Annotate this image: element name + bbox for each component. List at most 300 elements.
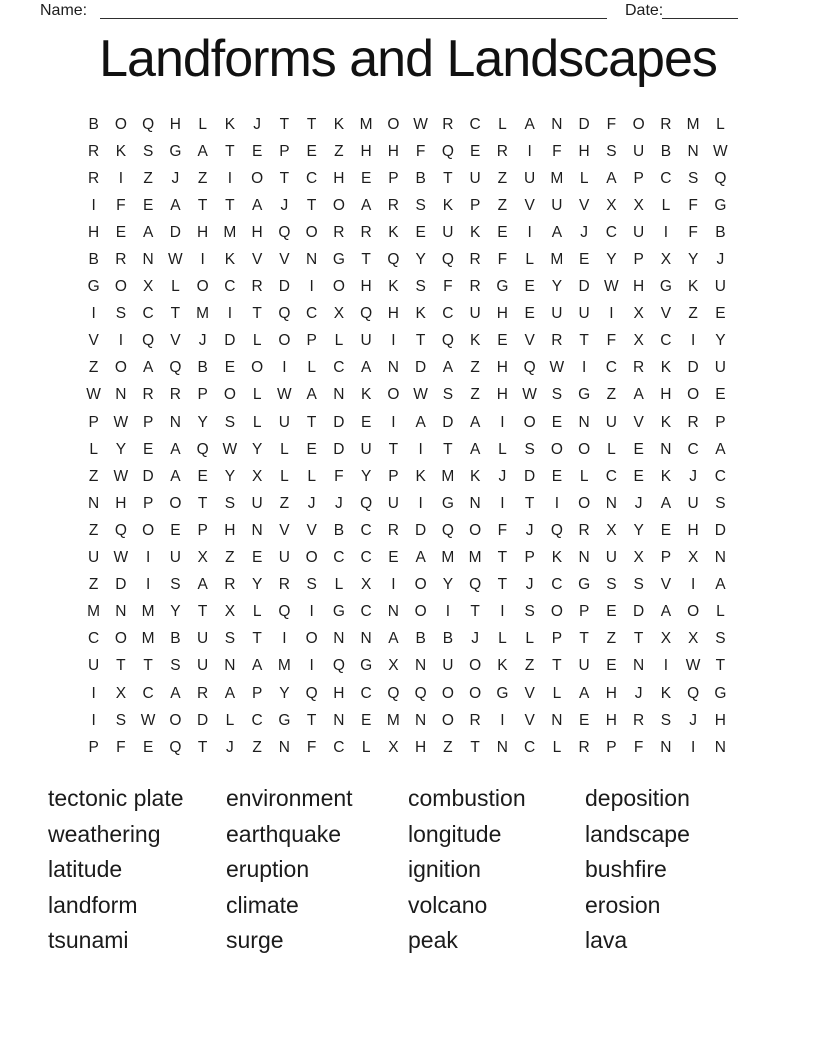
grid-letter: Y bbox=[279, 684, 290, 702]
grid-letter: V bbox=[170, 332, 181, 350]
word-list bbox=[48, 781, 690, 959]
grid-letter: G bbox=[496, 684, 509, 702]
grid-letter: V bbox=[279, 251, 290, 269]
grid-letter: S bbox=[115, 711, 127, 729]
grid-letter: Q bbox=[469, 576, 482, 594]
grid-letter: S bbox=[142, 142, 154, 160]
grid-letter: R bbox=[278, 576, 290, 594]
grid-letter: H bbox=[496, 359, 508, 377]
grid-letter: N bbox=[88, 494, 100, 512]
grid-letter: O bbox=[632, 115, 645, 133]
grid-letter: D bbox=[578, 115, 590, 133]
grid-letter: L bbox=[525, 630, 534, 648]
grid-letter: C bbox=[333, 359, 345, 377]
grid-letter: H bbox=[360, 142, 372, 160]
grid-letter: K bbox=[360, 386, 372, 404]
grid-letter: T bbox=[497, 576, 508, 594]
grid-letter: R bbox=[469, 278, 481, 296]
grid-letter: O bbox=[251, 169, 264, 187]
grid-letter: P bbox=[551, 630, 563, 648]
grid-letter: A bbox=[524, 115, 535, 133]
grid-letter: T bbox=[443, 440, 453, 458]
grid-letter: M bbox=[141, 630, 155, 648]
grid-letter: I bbox=[690, 332, 696, 350]
grid-letter: X bbox=[224, 603, 236, 621]
grid-letter: N bbox=[551, 115, 563, 133]
grid-letter: Y bbox=[251, 576, 263, 594]
grid-letter: H bbox=[387, 142, 399, 160]
grid-letter: S bbox=[687, 169, 699, 187]
grid-letter: T bbox=[143, 657, 153, 675]
grid-letter: N bbox=[660, 440, 672, 458]
grid-letter: A bbox=[660, 603, 672, 621]
grid-letter: U bbox=[551, 305, 563, 323]
grid-letter: K bbox=[687, 278, 699, 296]
grid-letter: W bbox=[713, 142, 728, 160]
grid-letter: F bbox=[552, 142, 562, 160]
grid-letter: L bbox=[89, 440, 98, 458]
grid-letter: A bbox=[251, 196, 263, 214]
grid-letter: S bbox=[224, 494, 236, 512]
grid-letter: V bbox=[524, 684, 535, 702]
grid-letter: I bbox=[200, 251, 205, 269]
grid-letter: T bbox=[197, 738, 208, 756]
grid-letter: E bbox=[606, 657, 617, 675]
grid-letter: M bbox=[141, 603, 155, 621]
grid-letter: T bbox=[470, 603, 480, 621]
grid-letter: A bbox=[551, 223, 563, 241]
grid-letter: J bbox=[525, 521, 534, 539]
name-blank-line bbox=[100, 18, 607, 19]
grid-letter: H bbox=[360, 278, 372, 296]
grid-letter: D bbox=[333, 413, 345, 431]
grid-letter: X bbox=[660, 251, 672, 269]
grid-letter: J bbox=[280, 196, 289, 214]
word-list-item: landform bbox=[48, 891, 138, 918]
grid-letter: P bbox=[633, 251, 644, 269]
word-list-item: erosion bbox=[585, 891, 661, 918]
grid-letter: E bbox=[524, 278, 535, 296]
grid-letter: S bbox=[306, 576, 317, 594]
word-list-item: longitude bbox=[408, 820, 502, 847]
grid-letter: S bbox=[633, 576, 644, 594]
grid-letter: R bbox=[169, 386, 181, 404]
grid-letter: D bbox=[415, 359, 427, 377]
grid-letter: Q bbox=[169, 359, 182, 377]
grid-letter: L bbox=[280, 440, 289, 458]
grid-letter: V bbox=[524, 196, 535, 214]
grid-letter: U bbox=[88, 657, 100, 675]
grid-letter: O bbox=[414, 576, 427, 594]
grid-letter: F bbox=[334, 467, 344, 485]
grid-letter: I bbox=[500, 603, 505, 621]
grid-letter: K bbox=[551, 549, 563, 567]
grid-letter: Q bbox=[360, 494, 373, 512]
grid-letter: H bbox=[496, 305, 508, 323]
grid-letter: A bbox=[170, 196, 181, 214]
grid-letter: S bbox=[415, 278, 426, 296]
grid-letter: J bbox=[198, 332, 207, 350]
grid-letter: D bbox=[169, 223, 181, 241]
grid-letter: G bbox=[332, 603, 345, 621]
grid-letter: T bbox=[116, 657, 126, 675]
grid-letter: S bbox=[524, 440, 535, 458]
date-blank-line bbox=[662, 18, 738, 19]
grid-letter: N bbox=[333, 711, 345, 729]
grid-letter: M bbox=[550, 169, 564, 187]
grid-letter: M bbox=[87, 603, 101, 621]
grid-letter: I bbox=[309, 603, 314, 621]
grid-letter: T bbox=[443, 169, 453, 187]
word-list-item: ignition bbox=[408, 856, 481, 883]
grid-letter: N bbox=[660, 738, 672, 756]
grid-letter: I bbox=[581, 359, 587, 377]
grid-letter: I bbox=[145, 549, 151, 567]
grid-letter: G bbox=[332, 251, 345, 269]
grid-letter: I bbox=[227, 305, 233, 323]
grid-letter: T bbox=[306, 115, 317, 133]
grid-letter: T bbox=[415, 332, 426, 350]
grid-letter: J bbox=[580, 223, 588, 241]
grid-letter: C bbox=[333, 738, 345, 756]
grid-letter: Z bbox=[143, 169, 153, 187]
grid-letter: N bbox=[687, 142, 699, 160]
grid-letter: Q bbox=[387, 251, 400, 269]
grid-letter: L bbox=[498, 115, 507, 133]
grid-letter: F bbox=[415, 142, 426, 160]
grid-letter: A bbox=[170, 440, 181, 458]
grid-letter: U bbox=[605, 413, 617, 431]
grid-letter: J bbox=[689, 711, 697, 729]
grid-letter: A bbox=[633, 386, 644, 404]
grid-letter: X bbox=[606, 196, 617, 214]
grid-letter: G bbox=[659, 278, 672, 296]
grid-letter: H bbox=[660, 386, 672, 404]
grid-letter: E bbox=[578, 251, 590, 269]
date-label: Date: bbox=[625, 2, 664, 19]
grid-letter: E bbox=[224, 359, 236, 377]
grid-letter: I bbox=[690, 576, 696, 594]
grid-letter: U bbox=[360, 332, 372, 350]
grid-letter: V bbox=[88, 332, 99, 350]
grid-letter: T bbox=[306, 196, 317, 214]
grid-letter: F bbox=[688, 223, 698, 241]
grid-letter: K bbox=[497, 657, 508, 675]
grid-letter: Q bbox=[278, 223, 291, 241]
grid-letter: Z bbox=[606, 386, 617, 404]
word-list-item: lava bbox=[585, 927, 628, 954]
grid-letter: N bbox=[551, 711, 563, 729]
grid-letter: Y bbox=[715, 332, 726, 350]
grid-letter: P bbox=[197, 386, 208, 404]
grid-letter: E bbox=[388, 549, 399, 567]
grid-letter: N bbox=[714, 549, 726, 567]
grid-letter: K bbox=[224, 251, 236, 269]
grid-letter: V bbox=[279, 521, 290, 539]
grid-letter: P bbox=[388, 169, 399, 187]
grid-letter: L bbox=[661, 196, 671, 214]
grid-letter: R bbox=[578, 738, 590, 756]
grid-letter: T bbox=[524, 494, 535, 512]
grid-letter: W bbox=[604, 278, 619, 296]
grid-letter: I bbox=[227, 169, 233, 187]
grid-letter: M bbox=[196, 305, 210, 323]
grid-letter: K bbox=[469, 223, 481, 241]
grid-letter: I bbox=[500, 413, 505, 431]
grid-letter: J bbox=[171, 169, 180, 187]
grid-letter: Y bbox=[197, 413, 208, 431]
grid-letter: P bbox=[388, 467, 399, 485]
grid-letter: R bbox=[551, 332, 563, 350]
grid-letter: Y bbox=[687, 251, 699, 269]
grid-letter: D bbox=[714, 521, 726, 539]
grid-letter: F bbox=[497, 521, 508, 539]
grid-letter: L bbox=[579, 169, 589, 187]
grid-letter: A bbox=[469, 413, 481, 431]
grid-letter: V bbox=[306, 521, 317, 539]
grid-letter: E bbox=[251, 549, 263, 567]
grid-letter: B bbox=[88, 115, 99, 133]
grid-letter: O bbox=[169, 494, 182, 512]
grid-letter: E bbox=[170, 521, 181, 539]
grid-letter: W bbox=[222, 440, 238, 458]
grid-letter: R bbox=[496, 142, 508, 160]
grid-letter: Q bbox=[441, 251, 454, 269]
grid-letter: X bbox=[360, 576, 372, 594]
grid-letter: R bbox=[224, 576, 236, 594]
grid-letter: K bbox=[660, 359, 672, 377]
grid-letter: K bbox=[388, 223, 399, 241]
grid-letter: Q bbox=[687, 684, 700, 702]
grid-letter: C bbox=[251, 711, 263, 729]
grid-letter: O bbox=[550, 440, 563, 458]
grid-letter: O bbox=[305, 549, 318, 567]
grid-letter: T bbox=[225, 142, 235, 160]
grid-letter: A bbox=[442, 359, 454, 377]
grid-letter: C bbox=[142, 305, 154, 323]
grid-letter: E bbox=[497, 332, 508, 350]
grid-letter: O bbox=[305, 630, 318, 648]
grid-letter: Z bbox=[88, 576, 99, 594]
grid-letter: D bbox=[224, 332, 236, 350]
grid-letter: Y bbox=[224, 467, 236, 485]
grid-letter: Z bbox=[443, 738, 453, 756]
grid-letter: E bbox=[551, 467, 563, 485]
grid-letter: C bbox=[333, 549, 345, 567]
grid-letter: R bbox=[660, 115, 672, 133]
grid-letter: N bbox=[251, 521, 263, 539]
grid-letter: M bbox=[550, 251, 564, 269]
grid-letter: J bbox=[689, 467, 697, 485]
grid-letter: K bbox=[224, 115, 236, 133]
grid-letter: R bbox=[88, 142, 100, 160]
grid-letter: D bbox=[415, 521, 427, 539]
grid-letter: R bbox=[88, 169, 100, 187]
grid-letter: Z bbox=[88, 359, 99, 377]
grid-letter: H bbox=[714, 711, 726, 729]
grid-letter: N bbox=[415, 711, 427, 729]
grid-letter: Q bbox=[714, 169, 727, 187]
grid-letter: U bbox=[714, 359, 726, 377]
grid-letter: I bbox=[91, 196, 96, 214]
word-list-item: deposition bbox=[585, 785, 690, 811]
grid-letter: U bbox=[251, 494, 263, 512]
page-title: Landforms and Landscapes bbox=[99, 30, 717, 88]
grid-letter: W bbox=[522, 386, 537, 404]
grid-letter: I bbox=[609, 305, 614, 323]
grid-letter: I bbox=[663, 223, 669, 241]
grid-letter: O bbox=[196, 278, 209, 296]
grid-letter: D bbox=[142, 467, 154, 485]
grid-letter: D bbox=[115, 576, 127, 594]
grid-letter: N bbox=[333, 630, 345, 648]
grid-letter: B bbox=[197, 359, 208, 377]
grid-letter: Z bbox=[688, 305, 698, 323]
grid-letter: C bbox=[605, 359, 617, 377]
grid-letter: E bbox=[415, 223, 426, 241]
grid-letter: E bbox=[524, 305, 535, 323]
grid-letter: J bbox=[253, 115, 261, 133]
grid-letter: F bbox=[606, 332, 617, 350]
grid-letter: H bbox=[387, 305, 399, 323]
grid-letter: U bbox=[442, 657, 454, 675]
grid-letter: D bbox=[442, 413, 454, 431]
grid-letter: N bbox=[142, 251, 154, 269]
grid-letter: E bbox=[606, 603, 617, 621]
grid-letter: B bbox=[415, 169, 426, 187]
grid-letter: H bbox=[605, 711, 617, 729]
grid-letter: Z bbox=[606, 630, 617, 648]
grid-letter: Q bbox=[441, 521, 454, 539]
grid-letter: U bbox=[442, 223, 454, 241]
grid-letter: H bbox=[333, 684, 345, 702]
grid-letter: L bbox=[307, 467, 316, 485]
grid-letter: A bbox=[251, 657, 263, 675]
grid-letter: P bbox=[660, 549, 672, 567]
grid-letter: I bbox=[282, 359, 287, 377]
grid-letter: N bbox=[605, 494, 617, 512]
grid-letter: S bbox=[170, 657, 181, 675]
grid-letter: M bbox=[441, 467, 455, 485]
grid-letter: C bbox=[360, 549, 372, 567]
grid-letter: I bbox=[309, 278, 314, 296]
grid-letter: S bbox=[115, 305, 127, 323]
grid-letter: Z bbox=[225, 549, 235, 567]
grid-letter: A bbox=[170, 467, 181, 485]
grid-letter: S bbox=[442, 386, 454, 404]
grid-letter: O bbox=[414, 603, 427, 621]
grid-letter: X bbox=[633, 305, 644, 323]
grid-letter: U bbox=[197, 657, 209, 675]
grid-letter: O bbox=[469, 521, 482, 539]
grid-letter: U bbox=[524, 169, 536, 187]
grid-letter: Z bbox=[252, 738, 262, 756]
grid-letter: O bbox=[114, 115, 127, 133]
grid-letter: Z bbox=[334, 142, 344, 160]
grid-letter: R bbox=[387, 521, 399, 539]
grid-letter: E bbox=[197, 467, 208, 485]
grid-letter: L bbox=[334, 576, 344, 594]
grid-letter: O bbox=[469, 657, 482, 675]
word-list-item: environment bbox=[226, 785, 353, 811]
grid-letter: H bbox=[578, 142, 590, 160]
grid-letter: D bbox=[278, 278, 290, 296]
grid-letter: E bbox=[497, 223, 508, 241]
grid-letter: U bbox=[633, 223, 645, 241]
grid-letter: Q bbox=[523, 359, 536, 377]
grid-letter: O bbox=[114, 630, 127, 648]
grid-letter: A bbox=[715, 576, 726, 594]
grid-letter: K bbox=[469, 467, 481, 485]
grid-letter: I bbox=[500, 494, 505, 512]
grid-letter: M bbox=[277, 657, 291, 675]
grid-letter: N bbox=[115, 603, 127, 621]
grid-letter: H bbox=[224, 521, 236, 539]
grid-letter: W bbox=[113, 549, 129, 567]
grid-letter: N bbox=[306, 251, 318, 269]
grid-letter: N bbox=[224, 657, 236, 675]
grid-letter: V bbox=[524, 332, 535, 350]
grid-letter: U bbox=[687, 494, 699, 512]
grid-letter: Q bbox=[414, 684, 427, 702]
grid-letter: X bbox=[633, 196, 644, 214]
grid-letter: N bbox=[578, 413, 590, 431]
grid-letter: P bbox=[606, 738, 617, 756]
grid-letter: T bbox=[197, 494, 208, 512]
grid-letter: Q bbox=[360, 305, 373, 323]
grid-letter: O bbox=[550, 603, 563, 621]
grid-letter: N bbox=[469, 494, 481, 512]
grid-letter: X bbox=[197, 549, 208, 567]
grid-letter: T bbox=[225, 196, 235, 214]
grid-letter: G bbox=[278, 711, 291, 729]
word-list-column bbox=[585, 781, 690, 959]
grid-letter: Q bbox=[332, 657, 345, 675]
grid-letter: I bbox=[690, 738, 696, 756]
grid-letter: X bbox=[251, 467, 263, 485]
word-list-item: climate bbox=[226, 891, 299, 918]
grid-letter: I bbox=[145, 576, 151, 594]
grid-letter: O bbox=[387, 115, 400, 133]
grid-letter: O bbox=[441, 684, 454, 702]
grid-letter: S bbox=[606, 142, 617, 160]
grid-letter: G bbox=[714, 196, 727, 214]
grid-letter: Z bbox=[497, 169, 508, 187]
grid-letter: U bbox=[633, 142, 645, 160]
grid-letter: U bbox=[197, 630, 209, 648]
grid-letter: X bbox=[606, 521, 617, 539]
grid-letter: T bbox=[197, 196, 208, 214]
grid-letter: X bbox=[660, 630, 672, 648]
grid-letter: T bbox=[306, 711, 317, 729]
grid-letter: R bbox=[633, 359, 645, 377]
grid-letter: A bbox=[660, 494, 672, 512]
grid-letter: N bbox=[278, 738, 290, 756]
grid-letter: M bbox=[359, 115, 373, 133]
grid-letter: U bbox=[578, 657, 590, 675]
grid-letter: G bbox=[578, 576, 591, 594]
word-list-item: tectonic plate bbox=[48, 785, 184, 811]
grid-letter: L bbox=[552, 738, 562, 756]
grid-letter: F bbox=[606, 115, 617, 133]
grid-letter: C bbox=[524, 738, 536, 756]
grid-letter: N bbox=[360, 630, 372, 648]
grid-letter: E bbox=[142, 440, 154, 458]
grid-letter: C bbox=[360, 684, 372, 702]
grid-letter: P bbox=[197, 521, 208, 539]
grid-letter: L bbox=[252, 386, 262, 404]
grid-letter: N bbox=[496, 738, 508, 756]
